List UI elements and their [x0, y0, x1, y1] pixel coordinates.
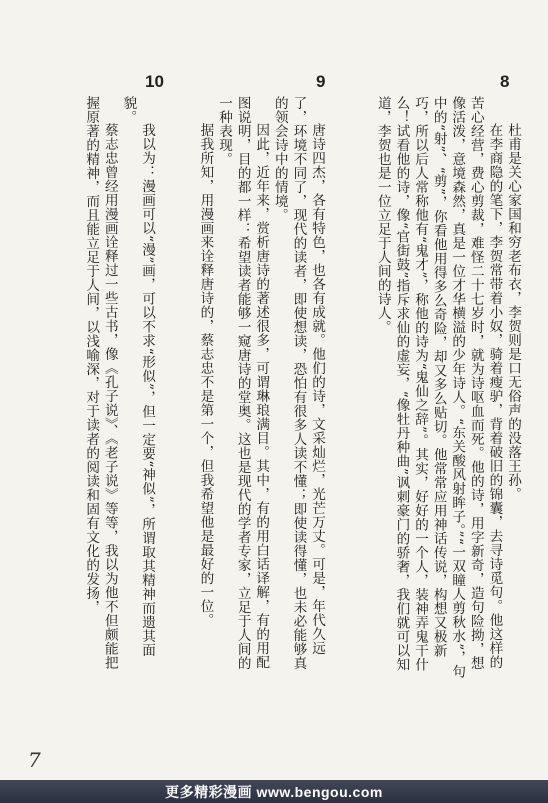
section-9-text	[166, 96, 326, 681]
section-10-paragraph-2: 蔡志忠曾经用漫画诠释过一些古书，像《孔子说》、《老子说》等等，我以为他不但颇能把握原著的精神，而且能立足于人间，以浅喻深，对于读者的阅读和固有文化的发扬，	[83, 96, 118, 670]
section-number-8: 8	[500, 72, 510, 91]
section-9-paragraph-3: 据我所知，用漫画来诠释唐诗的，蔡志忠不是第一个，但我希望他是最好的一位。	[197, 123, 214, 628]
page-number: 7	[28, 748, 41, 772]
section-10-paragraph-1: 我以为：漫画可以“漫”画，可以不求“形似”，但一定要“神似”，所谓取其精神而遗其面貌。	[120, 96, 155, 658]
section-9-paragraph-1: 唐诗四杰，各有特色，也各有成就。他们的诗，文采灿烂，光芒万丈。可是，年代久远了，环境不同了，现代的读者，即使想读，恐怕有很多人读不懂；即使读得懂，也未必能够真的领会诗中的情境。	[271, 96, 325, 670]
watermark-banner-text: 更多精彩漫画 www.bengou.com	[165, 784, 383, 800]
section-number-9: 9	[316, 72, 326, 91]
section-9-paragraph-2: 因此，近年来，赏析唐诗的著述很多，可谓琳琅满目。其中，有的用白话译解，有的用配图说明，目的都一样：希望读者能够一窥唐诗的堂奥。这也是现代的学者专家，立足于人间的一种表现。	[216, 96, 270, 670]
section-number-10: 10	[145, 72, 164, 91]
section-10-text	[56, 96, 156, 681]
section-8-paragraph-1: 杜甫是关心家国和穷老布衣，李贺则是口无俗声的没落王孙。	[505, 123, 521, 502]
section-8-text	[340, 96, 522, 681]
section-8-paragraph-2: 在李商隐的笔下，李贺常带着小奴，骑着瘦驴，背着破旧的锦囊，去寻诗觅句。他这样的苦心经营，费心剪裁，难怪二十七岁时，就为诗呕血而死。他的诗，用字新奇，造句险拗，想像活泼，意境森然，真是一位才华横溢的少年诗人。“东关酸风射眸子。”“一双瞳人剪秋水”，句中的“射”、“剪”，你看他用得多么奇险，却又多么贴切。他常常应用神话传说，构想又极新巧，所以后人常称他有“鬼才”，称他的诗为“鬼仙之辞”。其实，好好的一个人，装神弄鬼干什么！试看他的诗，像“官街鼓”指斥求仙的虚妄，“像牡丹种曲”讽刺豪门的骄奢，我们就可以知道，李贺也是一位立足于人间的诗人。	[374, 96, 503, 679]
